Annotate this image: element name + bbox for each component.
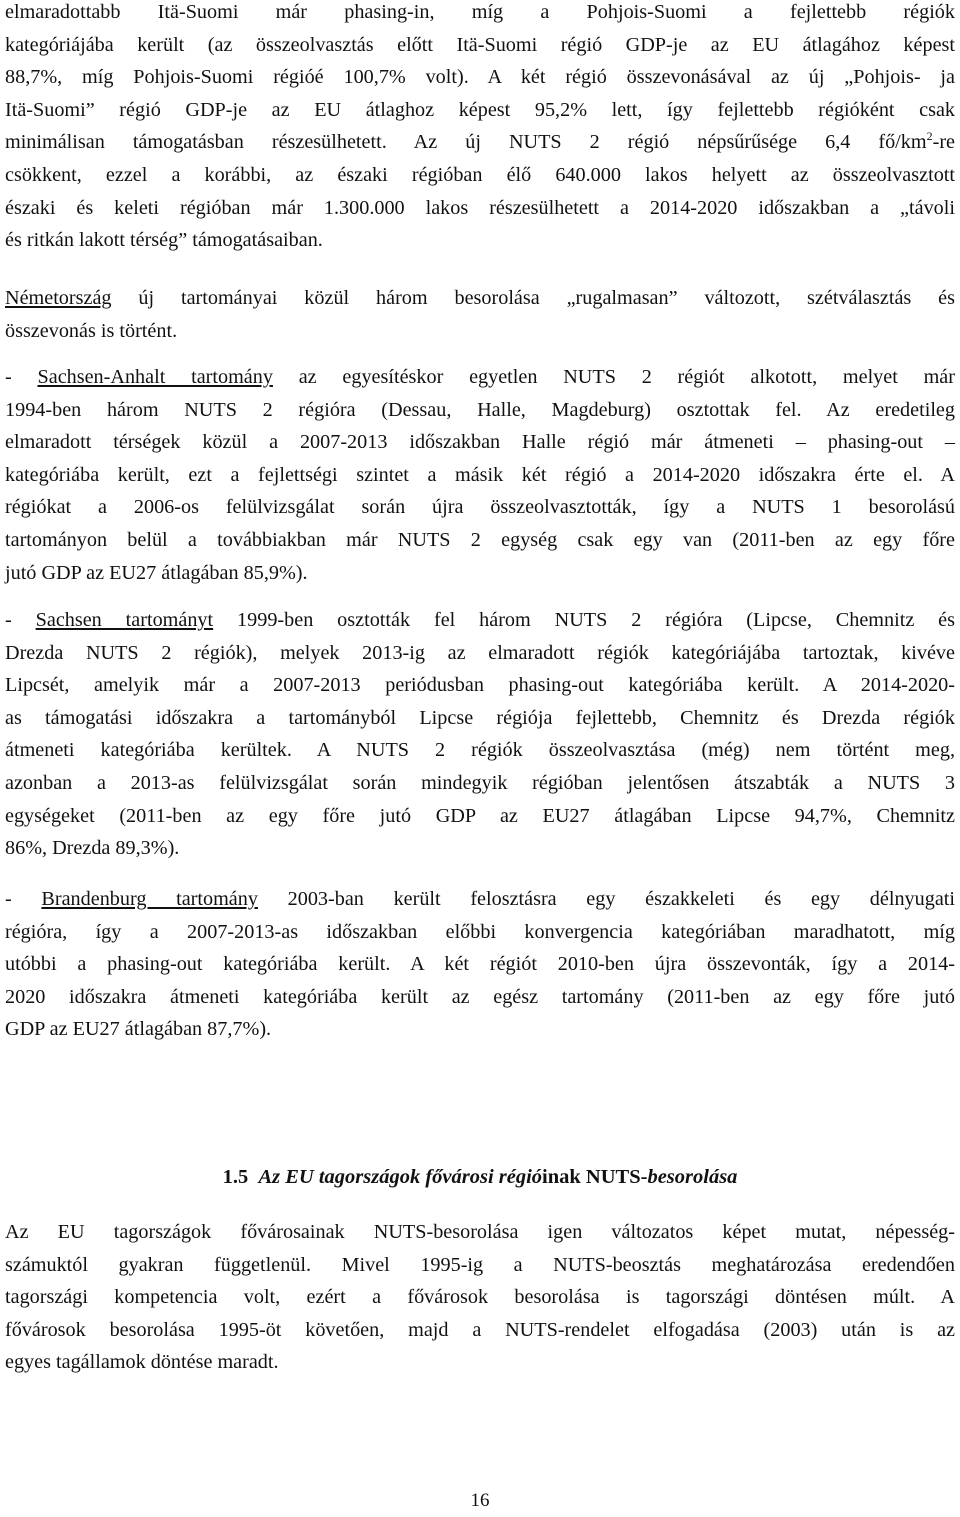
text-segment: 2003-ban került felosztásra egy északkeleti és egy délnyugati [257,888,956,910]
text-line: kategóriába került, ezt a fejlettségi szintet a másik két régió a 2014-2020 időszakra érte el. A [5,463,955,486]
text-line: és ritkán lakott térség” támogatásaiban. [5,229,323,252]
text-line: jutó GDP az EU27 átlagában 85,9%). [5,561,308,584]
text-line: átmeneti kategóriába kerültek. A NUTS 2 régiók összeolvasztása (még) nem történt meg, [5,739,955,762]
text-line: tagországi kompetencia volt, ezért a fővárosok besorolása is tagországi döntésen múlt. A [5,1286,955,1309]
sachsen-link-text: Sachsen tartományt [35,609,214,631]
text-line: utóbbi a phasing-out kategóriába került. A két régiót 2010-ben újra összevonták, így a 2014- [5,953,955,976]
text-line [5,883,955,916]
text-line: 1994-ben három NUTS 2 régióra (Dessau, Halle, Magdeburg) osztottak fel. Az eredetileg [5,398,955,421]
paragraph-finland-regions [5,0,955,257]
brandenburg-link-text: Brandenburg tartomány [41,888,258,910]
text-line: 86%, Drezda 89,3%). [5,837,180,860]
section-heading [0,1160,960,1194]
text-line [5,604,955,637]
text-line: számuktól gyakran függetlenül. Mivel 1995-ig a NUTS-beosztás meghatározása eredendően [5,1253,955,1276]
text-line: as támogatási időszakra a tartományból Lipcse régiója fejlettebb, Chemnitz és Drezda régiók [5,706,955,729]
list-dash: - [5,888,42,910]
text-line: összevonás is történt. [5,319,178,342]
list-dash: - [5,366,38,388]
text-line: egyes tagállamok döntése maradt. [5,1351,279,1374]
paragraph-capital-regions [5,1216,955,1379]
heading-part: inak NUTS- [542,1166,648,1188]
text-line: elmaradott térségek közül a 2007-2013 időszakban Halle régió már átmeneti – phasing-out – [5,431,955,454]
text-segment: az egyesítéskor egyetlen NUTS 2 régiót alkotott, melyet már [272,366,955,388]
text-line: tartományon belül a továbbiakban már NUTS 2 egység csak egy van (2011-ben az egy főre [5,528,955,551]
text-line: GDP az EU27 átlagában 87,7%). [5,1018,272,1041]
heading-part-italic: Az EU tagországok fővárosi régió [258,1166,543,1188]
text-line: Drezda NUTS 2 régiók), melyek 2013-ig az elmaradott régiók kategóriájába tartoztak, kivéve [5,641,955,664]
text-line: Lipcsét, amelyik már a 2007-2013 periódusban phasing-out kategóriába került. A 2014-2020- [5,674,955,697]
text-line: azonban a 2013-as felülvizsgálat során mindegyik régióban jelentősen átszabták a NUTS 3 [5,771,955,794]
text-line: egységeket (2011-ben az egy főre jutó GDP az EU27 átlagában Lipcse 94,7%, Chemnitz [5,804,955,827]
paragraph-sachsen [5,604,955,865]
text-segment: -re [932,131,955,154]
superscript: 2 [926,129,933,144]
text-line [5,361,955,394]
text-line: 88,7%, míg Pohjois-Suomi régióé 100,7% volt). A két régió összevonásával az új „Pohjois- ja [5,66,955,89]
text-segment: 1999-ben osztották fel három NUTS 2 régióra (Lipcse, Chemnitz és [213,609,955,631]
text-line [5,126,955,159]
text-line: csökkent, ezzel a korábbi, az északi régióban élő 640.000 lakos helyett az összeolvasztott [5,163,955,186]
text-segment: minimálisan támogatásban részesülhetett. Az új NUTS 2 régió népsűrűsége 6,4 fő/km [5,131,927,154]
paragraph-germany-intro [5,282,955,347]
heading-part-italic: besorolása [647,1166,738,1188]
text-line: Itä-Suomi” régió GDP-je az EU átlaghoz képest 95,2% lett, így fejlettebb régióként csak [5,98,955,121]
paragraph-brandenburg [5,883,955,1046]
text-line: régióra, így a 2007-2013-as időszakban előbbi konvergencia kategóriában maradhatott, míg [5,920,955,943]
text-line [5,282,955,315]
text-segment: új tartományai közül három besorolása „rugalmasan” változott, szétválasztás és [111,287,955,309]
page-number: 16 [470,1490,490,1511]
text-line: régiókat a 2006-os felülvizsgálat során újra összeolvasztották, így a NUTS 1 besorolású [5,496,955,519]
germany-link-text: Németország [5,287,112,309]
text-line: 2020 időszakra átmeneti kategóriába került az egész tartomány (2011-ben az egy főre jutó [5,985,955,1008]
paragraph-sachsen-anhalt [5,361,955,589]
sachsen-anhalt-link-text: Sachsen-Anhalt tartomány [37,366,273,388]
section-number: 1.5 [222,1166,249,1188]
text-line: északi és keleti régióban már 1.300.000 lakos részesülhetett a 2014-2020 időszakban a „távoli [5,196,955,219]
text-line: Az EU tagországok fővárosainak NUTS-besorolása igen változatos képet mutat, népesség- [5,1221,955,1243]
text-line: elmaradottabb Itä-Suomi már phasing-in, míg a Pohjois-Suomi a fejlettebb régiók [5,1,955,23]
list-dash: - [5,609,36,631]
text-line: kategóriájába került (az összeolvasztás előtt Itä-Suomi régió GDP-je az EU átlagához képest [5,33,955,56]
text-line: fővárosok besorolása 1995-öt követően, majd a NUTS-rendelet elfogadása (2003) után is az [5,1318,955,1341]
